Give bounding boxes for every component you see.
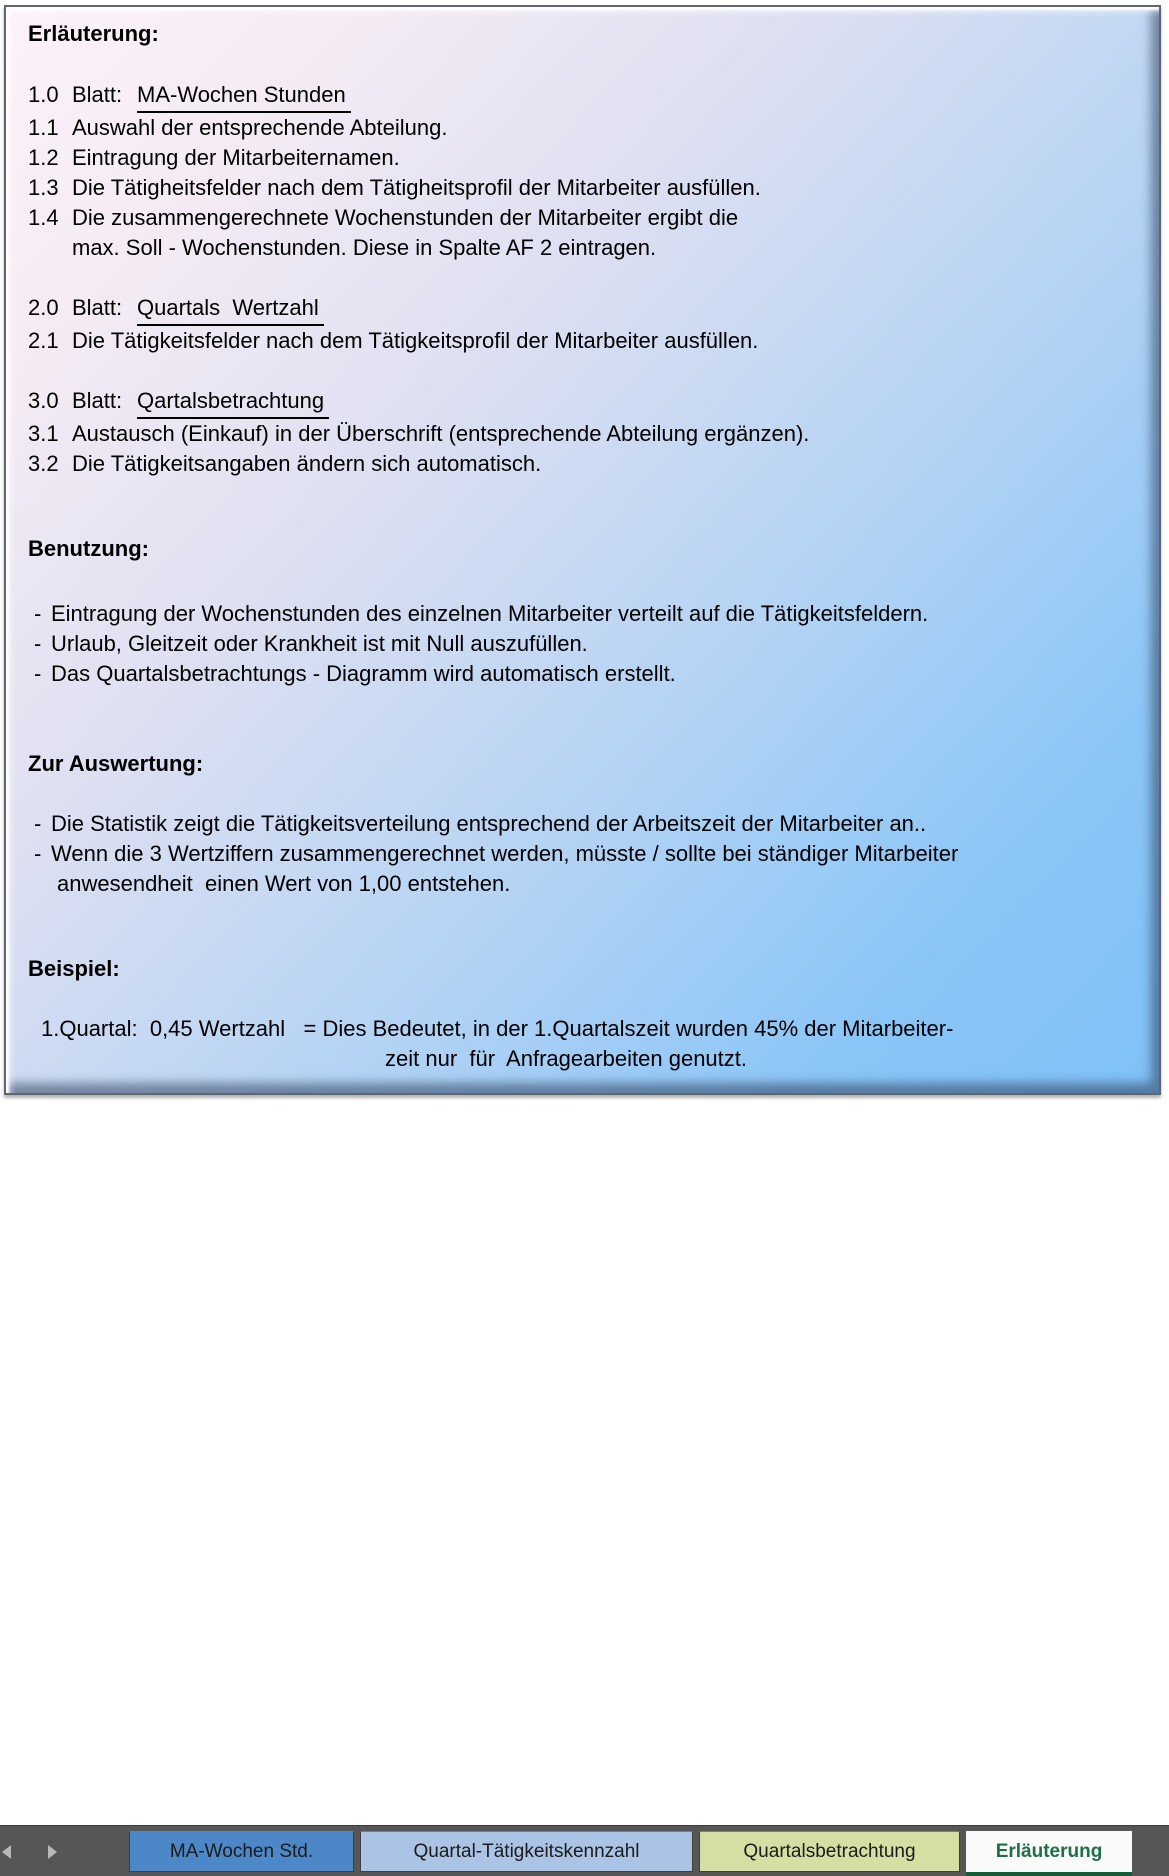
section-2-header	[28, 293, 1151, 326]
section-3-header	[28, 386, 1151, 419]
bullet-dash: -	[34, 661, 42, 686]
benutzung-heading: Benutzung:	[28, 536, 149, 561]
item-number: 1.3	[28, 175, 59, 200]
section-3-item	[28, 419, 1151, 449]
bullet-text: Die Statistik zeigt die Tätigkeitsverteilung entsprechend der Arbeitszeit der Mitarbeiter an..	[51, 811, 927, 836]
item-text: Die Tätigkeitsangaben ändern sich automatisch.	[72, 451, 542, 476]
item-text: Auswahl der entsprechende Abteilung.	[72, 115, 448, 140]
bullet-item	[34, 839, 1151, 869]
bullet-text: Das Quartalsbetrachtungs - Diagramm wird automatisch erstellt.	[51, 661, 676, 686]
section-1-header	[28, 80, 1151, 113]
item-number: 1.1	[28, 115, 59, 140]
item-text: Eintragung der Mitarbeiternamen.	[72, 145, 400, 170]
sheet-tab-bar	[0, 1825, 1169, 1876]
sheet-tabs	[129, 1831, 1132, 1876]
section-1-item-continuation	[28, 233, 1151, 263]
blatt-label: Blatt:	[72, 388, 123, 413]
section-1-item	[28, 203, 1151, 233]
item-number: 3.0	[28, 388, 59, 413]
bullet-dash: -	[34, 841, 42, 866]
bullet-item	[34, 659, 1151, 689]
item-number: 1.2	[28, 145, 59, 170]
beispiel-heading: Beispiel:	[28, 956, 120, 981]
bullet-text: Wenn die 3 Wertziffern zusammengerechnet werden, müsste / sollte bei ständiger Mitarbeiter	[51, 841, 959, 866]
panel-title: Erläuterung:	[28, 21, 159, 46]
bullet-continuation: anwesendheit einen Wert von 1,00 entstehen.	[57, 871, 511, 896]
benutzung-list	[34, 599, 1151, 689]
blatt-label: Blatt:	[72, 82, 123, 107]
section-1-item	[28, 143, 1151, 173]
sheet-tab-quartal-taetigkeitskennzahl[interactable]: Quartal-Tätigkeitskennzahl	[360, 1831, 693, 1872]
bullet-dash: -	[34, 811, 42, 836]
blatt-label: Blatt:	[72, 295, 123, 320]
sheet-tab-quartalsbetrachtung[interactable]: Quartalsbetrachtung	[699, 1831, 960, 1872]
sheet-tab-erlaeuterung-active[interactable]: Erläuterung	[966, 1831, 1132, 1876]
auswertung-list	[34, 809, 1151, 899]
bullet-item	[34, 629, 1151, 659]
sheet-nav-left-icon[interactable]	[2, 1845, 11, 1859]
item-text: Austausch (Einkauf) in der Überschrift (entsprechende Abteilung ergänzen).	[72, 421, 810, 446]
item-number: 3.2	[28, 451, 59, 476]
section-1-item	[28, 113, 1151, 143]
section-2-item	[28, 326, 1151, 356]
bullet-dash: -	[34, 631, 42, 656]
beispiel-line-2: zeit nur für Anfragearbeiten genutzt.	[385, 1046, 748, 1071]
item-number: 3.1	[28, 421, 59, 446]
item-text: Die Tätigheitsfelder nach dem Tätigheitsprofil der Mitarbeiter ausfüllen.	[72, 175, 761, 200]
sheet-name-underlined: MA-Wochen Stunden	[137, 80, 351, 113]
item-number: 2.1	[28, 328, 59, 353]
item-number: 2.0	[28, 295, 59, 320]
section-1-item	[28, 173, 1151, 203]
beispiel-line-1: 1.Quartal: 0,45 Wertzahl = Dies Bedeutet, in der 1.Quartalszeit wurden 45% der Mitarbeiter-	[41, 1016, 954, 1041]
sheet-nav-right-icon[interactable]	[48, 1845, 57, 1859]
item-text: Die Tätigkeitsfelder nach dem Tätigkeitsprofil der Mitarbeiter ausfüllen.	[72, 328, 759, 353]
sheet-name-underlined: Qartalsbetrachtung	[137, 386, 329, 419]
explanation-panel	[4, 5, 1161, 1095]
item-number: 1.0	[28, 82, 59, 107]
bullet-text: Urlaub, Gleitzeit oder Krankheit ist mit Null auszufüllen.	[51, 631, 588, 656]
sheet-tab-ma-wochen-std[interactable]: MA-Wochen Std.	[129, 1831, 354, 1872]
item-text: Die zusammengerechnete Wochenstunden der Mitarbeiter ergibt die	[72, 205, 739, 230]
bullet-item	[34, 599, 1151, 629]
auswertung-heading: Zur Auswertung:	[28, 751, 204, 776]
item-number: 1.4	[28, 205, 59, 230]
sheet-name-underlined: Quartals Wertzahl	[137, 293, 324, 326]
section-3-item	[28, 449, 1151, 479]
bullet-text: Eintragung der Wochenstunden des einzelnen Mitarbeiter verteilt auf die Tätigkeitsfeldern.	[51, 601, 929, 626]
item-text: max. Soll - Wochenstunden. Diese in Spalte AF 2 eintragen.	[72, 235, 657, 260]
bullet-dash: -	[34, 601, 42, 626]
bullet-item	[34, 809, 1151, 839]
